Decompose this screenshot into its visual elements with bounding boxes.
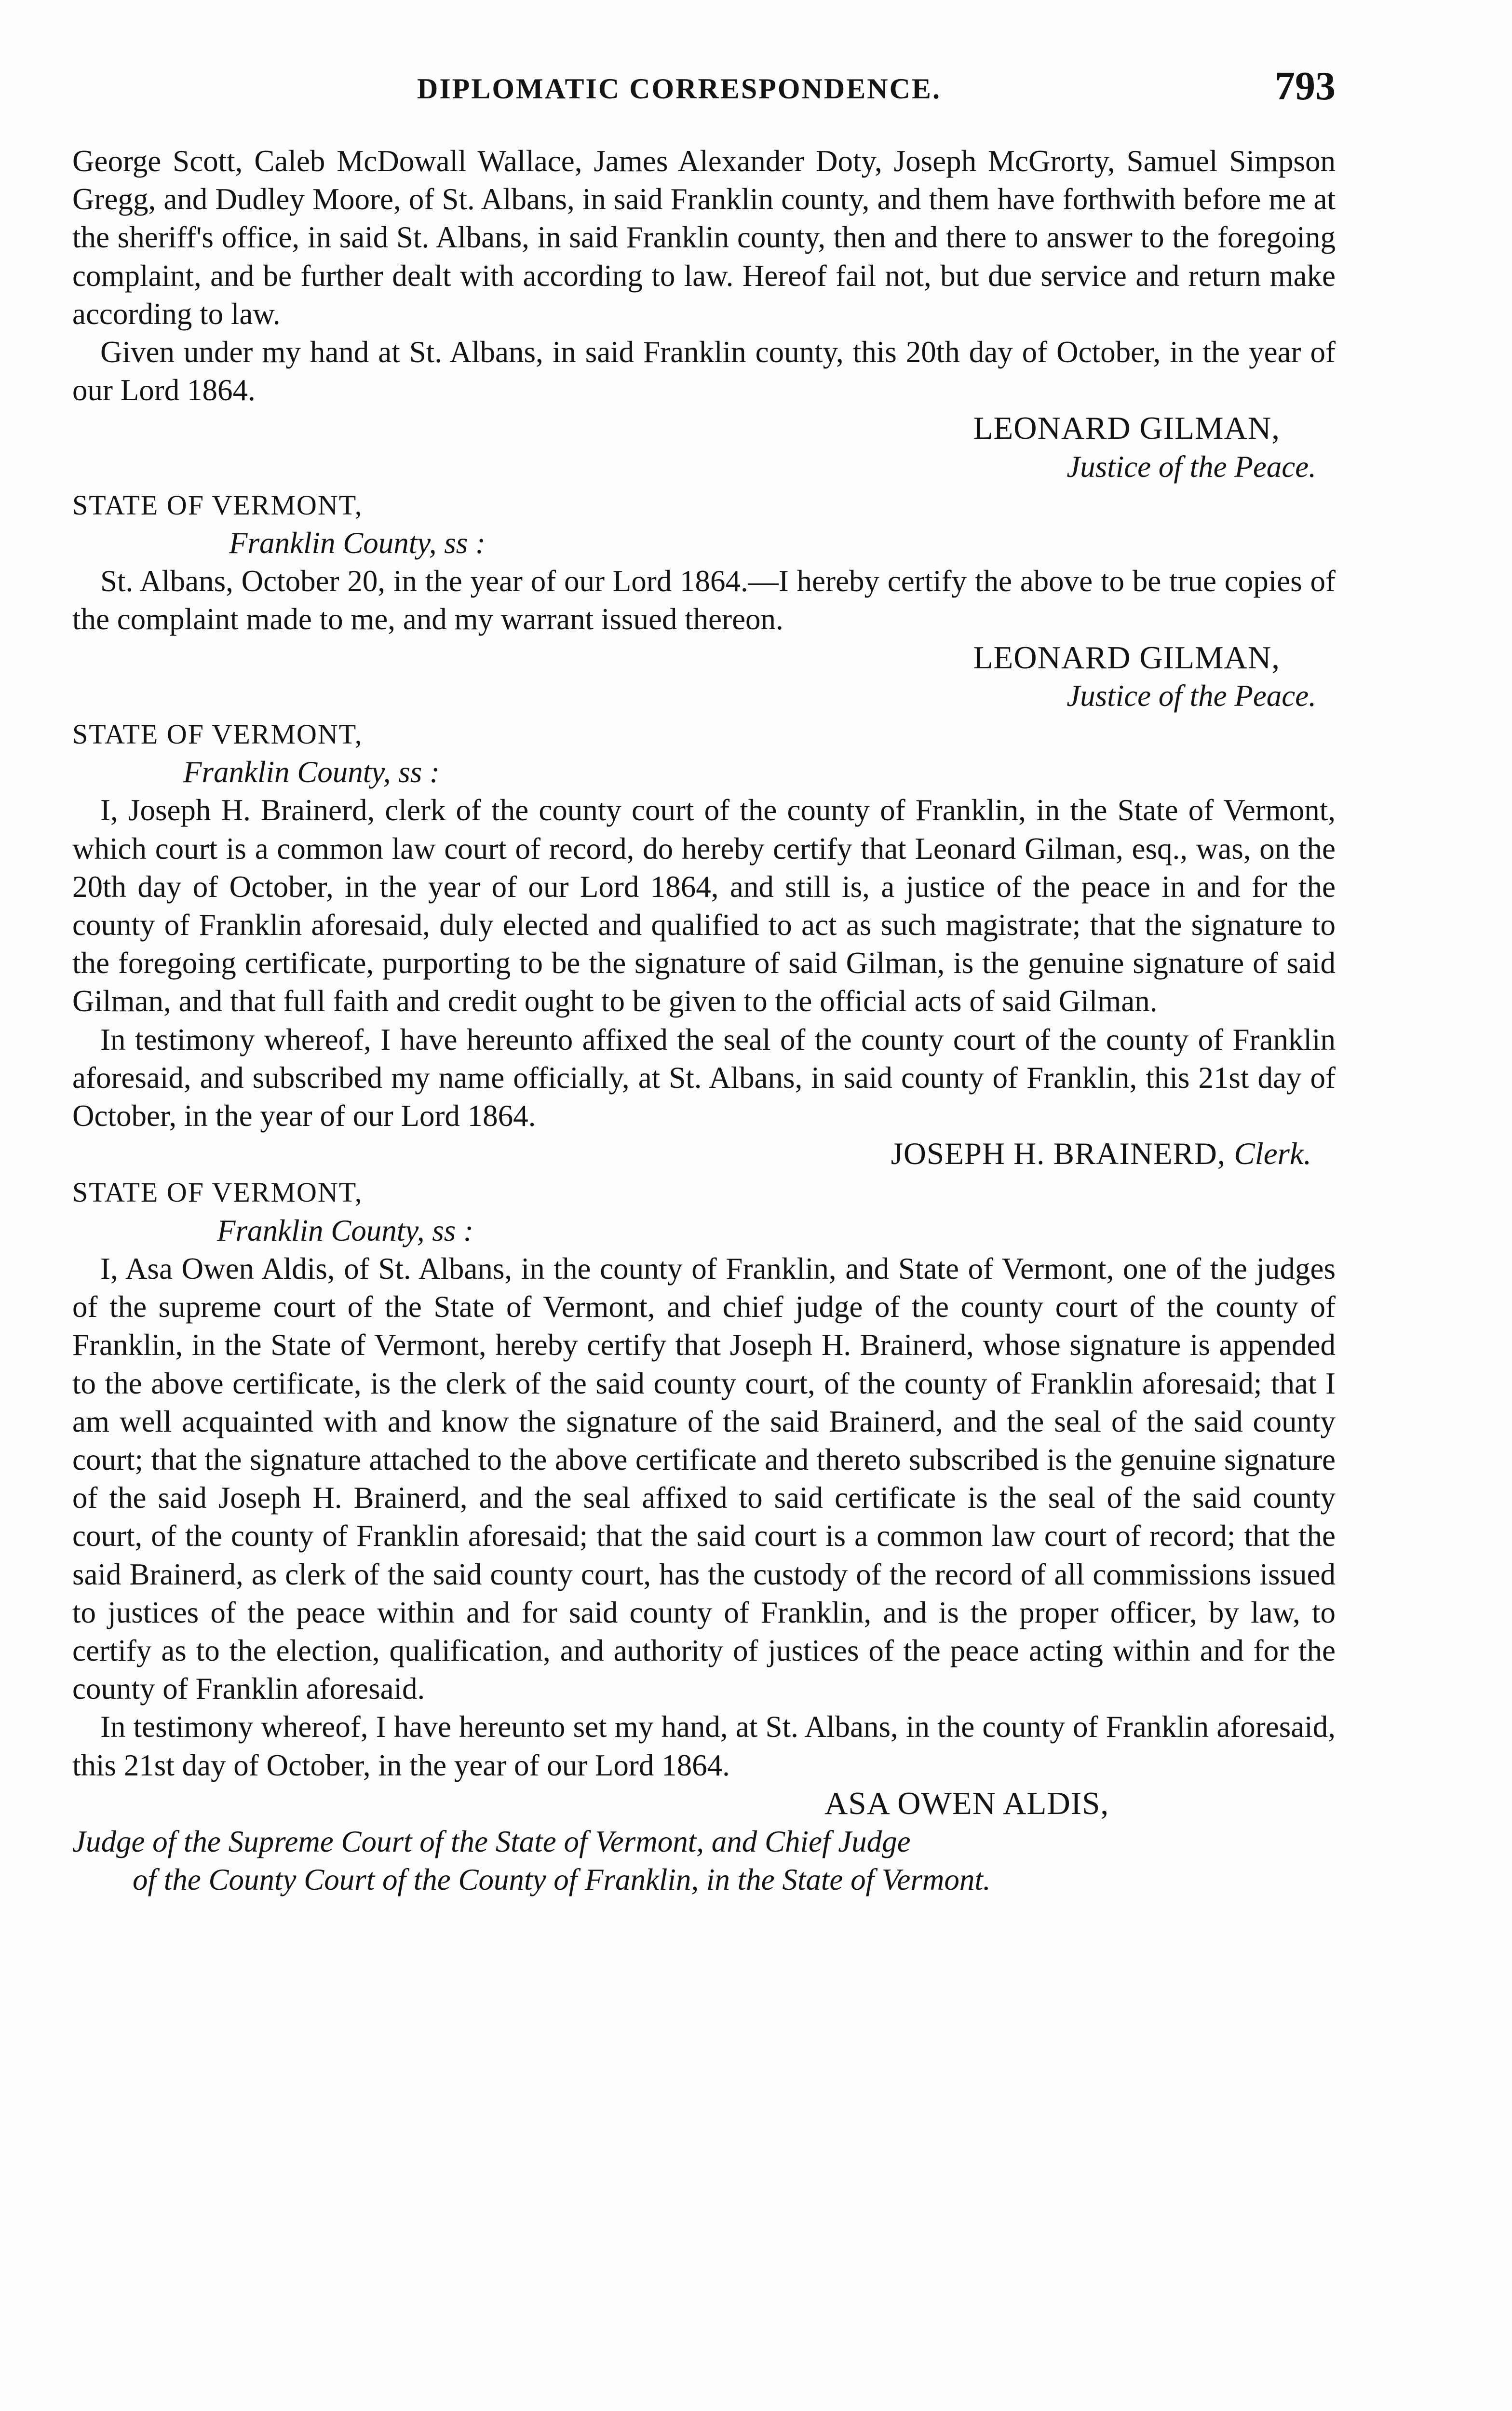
aldis-signature-title: Judge of the Supreme Court of the State of Vermont, and Chief Judge [72, 1824, 911, 1858]
page-number: 793 [1275, 64, 1336, 108]
brainerd-testimony: In testimony whereof, I have hereunto affixed the seal of the county court of the county of Franklin aforesaid, and subscribed my name officially, at St. Albans, in said county of Franklin, this 21st day of October, in the year of our Lord 1864. [72, 1022, 1336, 1133]
gilman-signature-name: LEONARD GILMAN, [973, 410, 1280, 447]
brainerd-signature-title: Clerk. [1234, 1137, 1311, 1172]
county-venue: Franklin County, ss : [217, 1213, 473, 1247]
warrant-continuation: George Scott, Caleb McDowall Wallace, James Alexander Doty, Joseph McGrorty, Samuel Simpson Gregg, and Dudley Moore, of St. Albans, in said Franklin county, and them have forthwith before me at the sheriff's office, in said St. Albans, in said Franklin county, then and there to answer to the foregoing complaint, and be further dealt with according to law. Hereof fail not, but due service and return make according to law. [72, 144, 1336, 331]
county-venue: Franklin County, ss : [183, 755, 440, 789]
brainerd-certificate: I, Joseph H. Brainerd, clerk of the county court of the county of Franklin, in the State of Vermont, which court is a common law court of record, do hereby certify that Leonard Gilman, esq., was, on the 20th day of October, in the year of our Lord 1864, and still is, a justice of the peace in and for the county of Franklin aforesaid, duly elected and qualified to act as such magistrate; that the signature to the foregoing certificate, purporting to be the signature of said Gilman, is the genuine signature of said Gilman, and that full faith and credit ought to be given to the official acts of said Gilman. [72, 793, 1336, 1018]
page-body [72, 142, 1336, 1899]
gilman-signature-title: Justice of the Peace. [1066, 678, 1316, 713]
gilman-signature-name: LEONARD GILMAN, [973, 639, 1280, 676]
gilman-signature-title: Justice of the Peace. [1066, 449, 1316, 484]
aldis-signature-name: ASA OWEN ALDIS, [824, 1785, 1109, 1821]
state-caption: STATE OF VERMONT, [72, 489, 363, 521]
aldis-certificate: I, Asa Owen Aldis, of St. Albans, in the county of Franklin, and State of Vermont, one of the judges of the supreme court of the State of Vermont, and chief judge of the county court of the county of Franklin, in the State of Vermont, hereby certify that Joseph H. Brainerd, whose signature is appended to the above certificate, is the clerk of the said county court, of the county of Franklin aforesaid; that I am well acquainted with and know the signature of the said Brainerd, and the seal of the said county court; that the signature attached to the above certificate and thereto subscribed is the genuine signature of the said Joseph H. Brainerd, and the seal affixed to said certificate is the seal of the said county court, of the county of Franklin aforesaid; that the said court is a common law court of record; that the said Brainerd, as clerk of the said county court, has the custody of the record of all commissions issued to justices of the peace within and for said county of Franklin, and is the proper officer, by law, to certify as to the election, qualification, and authority of justices of the peace acting within and for the county of Franklin aforesaid. [72, 1251, 1336, 1706]
state-caption: STATE OF VERMONT, [72, 1177, 363, 1208]
running-head: DIPLOMATIC CORRESPONDENCE. [417, 73, 941, 105]
gilman-certificate: St. Albans, October 20, in the year of our Lord 1864.—I hereby certify the above to be true copies of the complaint made to me, and my warrant issued thereon. [72, 564, 1336, 637]
brainerd-signature-name: JOSEPH H. BRAINERD, [891, 1137, 1226, 1172]
aldis-testimony: In testimony whereof, I have hereunto set my hand, at St. Albans, in the county of Franklin aforesaid, this 21st day of October, in the year of our Lord 1864. [72, 1710, 1336, 1782]
brainerd-signature [72, 1135, 1336, 1173]
state-caption: STATE OF VERMONT, [72, 718, 363, 750]
given-under-hand: Given under my hand at St. Albans, in said Franklin county, this 20th day of October, in the year of our Lord 1864. [72, 335, 1336, 407]
aldis-signature-title: of the County Court of the County of Franklin, in the State of Vermont. [133, 1863, 991, 1897]
county-venue: Franklin County, ss : [229, 526, 486, 560]
page-header [72, 63, 1336, 116]
